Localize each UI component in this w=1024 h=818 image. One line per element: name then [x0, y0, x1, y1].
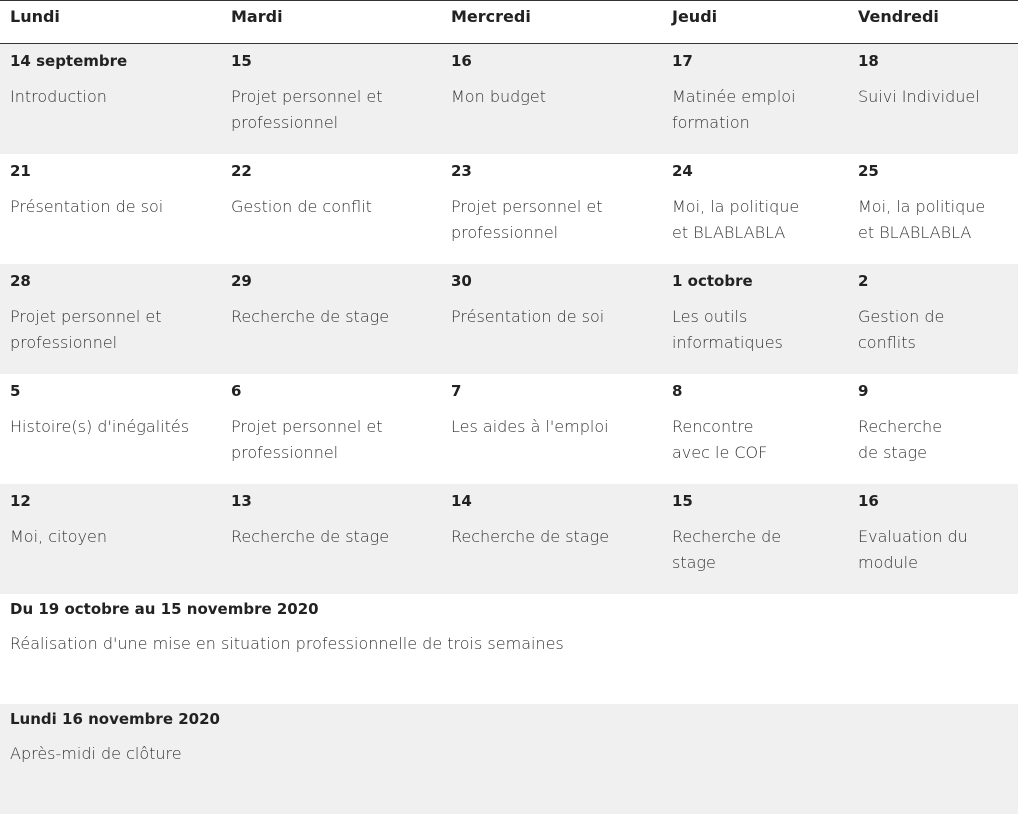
day-number: 23 — [451, 162, 472, 180]
day-activity: Recherche de stage — [231, 527, 390, 546]
day-activity: Suivi Individuel — [858, 87, 980, 106]
day-number: 1 octobre — [672, 272, 753, 290]
day-activity: Introduction — [10, 87, 107, 106]
day-activity: Gestion de conflit — [231, 197, 372, 216]
day-number: 24 — [672, 162, 693, 180]
day-activity: Recherche de stage — [858, 417, 943, 462]
internship-title: Du 19 octobre au 15 novembre 2020 — [10, 600, 319, 618]
header-mardi: Mardi — [231, 7, 283, 26]
week-row — [0, 154, 1018, 264]
day-number: 7 — [451, 382, 462, 400]
day-number: 30 — [451, 272, 472, 290]
day-number: 28 — [10, 272, 31, 290]
day-activity: Recherche de stage — [231, 307, 390, 326]
day-activity: Matinée emploi formation — [672, 87, 796, 132]
day-number: 14 septembre — [10, 52, 128, 70]
day-number: 13 — [231, 492, 252, 510]
day-activity: Histoire(s) d'inégalités — [10, 417, 190, 436]
day-number: 5 — [10, 382, 21, 400]
header-lundi: Lundi — [10, 7, 60, 26]
weeks-container — [0, 44, 1018, 594]
day-number: 15 — [672, 492, 693, 510]
week-row — [0, 264, 1018, 374]
day-activity: Projet personnel et professionnel — [10, 307, 162, 352]
day-activity: Les aides à l'emploi — [451, 417, 609, 436]
day-activity: Moi, la politique et BLABLABLA — [672, 197, 800, 242]
closing-text: Après-midi de clôture — [10, 744, 182, 763]
week-row — [0, 44, 1018, 154]
day-activity: Les outils informatiques — [672, 307, 783, 352]
day-activity: Moi, citoyen — [10, 527, 107, 546]
day-number: 17 — [672, 52, 693, 70]
day-number: 12 — [10, 492, 31, 510]
day-activity: Projet personnel et professionnel — [451, 197, 603, 242]
day-activity: Gestion de conflits — [858, 307, 945, 352]
day-activity: Rencontre avec le COF — [672, 417, 768, 462]
day-number: 15 — [231, 52, 252, 70]
day-number: 14 — [451, 492, 472, 510]
day-number: 16 — [858, 492, 879, 510]
internship-text: Réalisation d'une mise en situation professionnelle de trois semaines — [10, 634, 564, 653]
day-activity: Présentation de soi — [10, 197, 164, 216]
closing-block — [0, 704, 1018, 814]
day-activity: Recherche de stage — [451, 527, 610, 546]
day-number: 21 — [10, 162, 31, 180]
day-number: 18 — [858, 52, 879, 70]
week-row — [0, 484, 1018, 594]
day-activity: Mon budget — [451, 87, 546, 106]
week-row — [0, 374, 1018, 484]
day-activity: Recherche de stage — [672, 527, 782, 572]
day-number: 8 — [672, 382, 683, 400]
day-number: 22 — [231, 162, 252, 180]
internship-block — [0, 594, 1018, 704]
closing-title: Lundi 16 novembre 2020 — [10, 710, 220, 728]
header-mercredi: Mercredi — [451, 7, 531, 26]
day-number: 16 — [451, 52, 472, 70]
header-row — [0, 0, 1018, 44]
day-activity: Présentation de soi — [451, 307, 605, 326]
day-number: 6 — [231, 382, 242, 400]
day-activity: Projet personnel et professionnel — [231, 417, 383, 462]
day-number: 29 — [231, 272, 252, 290]
day-number: 9 — [858, 382, 869, 400]
day-number: 2 — [858, 272, 869, 290]
day-activity: Moi, la politique et BLABLABLA — [858, 197, 986, 242]
header-jeudi: Jeudi — [672, 7, 718, 26]
day-activity: Evaluation du module — [858, 527, 968, 572]
day-number: 25 — [858, 162, 879, 180]
header-vendredi: Vendredi — [858, 7, 939, 26]
day-activity: Projet personnel et professionnel — [231, 87, 383, 132]
